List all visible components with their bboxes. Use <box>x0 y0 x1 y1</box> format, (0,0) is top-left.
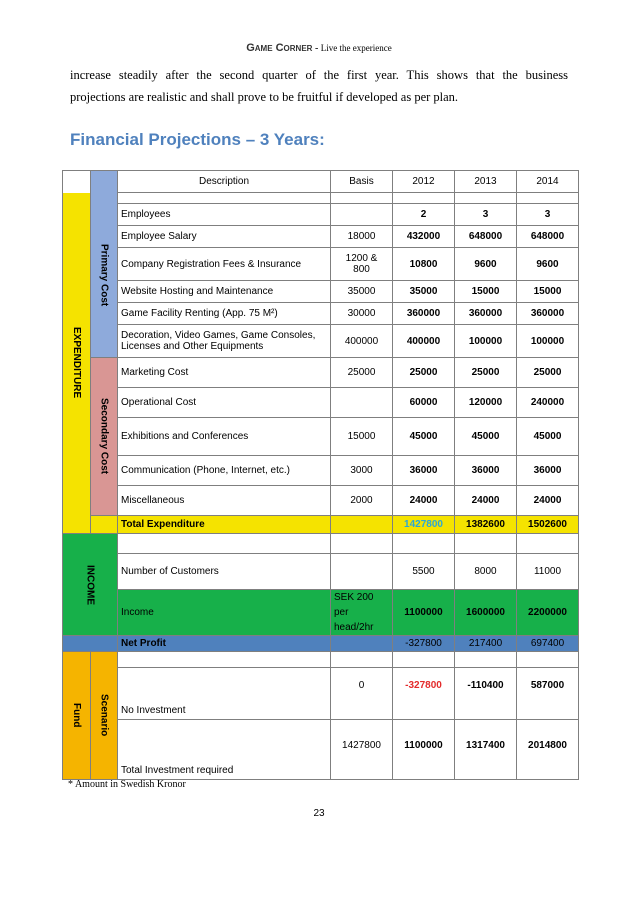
net-profit-row: Net Profit -327800 217400 697400 <box>63 636 579 652</box>
primary-cost-group-label: Primary Cost <box>91 193 118 358</box>
income-row: Income SEK 200 per head/2hr 1100000 1600000 2200000 <box>63 590 579 636</box>
col-header-2014: 2014 <box>517 171 579 193</box>
col-header-description: Description <box>118 171 331 193</box>
header-row <box>63 171 579 193</box>
no-investment-row: No Investment 0 -327800 -110400 587000 <box>63 668 579 720</box>
paragraph-line-2: projections are realistic and shall prove to be fruitful if developed as per plan. <box>70 90 459 104</box>
page-number: 23 <box>313 808 325 819</box>
table-row: Miscellaneous 2000 24000 24000 24000 <box>63 486 579 516</box>
spacer-row <box>63 534 579 554</box>
header-corner-sub <box>91 171 118 193</box>
table-row: Exhibitions and Conferences 15000 45000 45000 45000 <box>63 418 579 456</box>
scenario-label: Scenario <box>91 652 118 780</box>
header-corner-group <box>63 171 91 193</box>
table-row: Communication (Phone, Internet, etc.) 3000 36000 36000 36000 <box>63 456 579 486</box>
table-row: Operational Cost 60000 120000 240000 <box>63 388 579 418</box>
table-row: Secondary Cost Marketing Cost 25000 25000 25000 25000 <box>63 358 579 388</box>
section-title: Financial Projections – 3 Years: <box>70 130 325 149</box>
col-header-2013: 2013 <box>455 171 517 193</box>
header-separator: - <box>312 43 321 54</box>
expenditure-group-label: EXPENDITURE <box>63 193 91 534</box>
paragraph-line-1: increase steadily after the second quarter of the first year. This shows that the business <box>70 68 568 82</box>
running-header <box>0 42 638 54</box>
table-row: Employees 2 3 3 <box>63 204 579 226</box>
header-brand: Game Corner <box>246 42 313 54</box>
col-header-basis: Basis <box>331 171 393 193</box>
table-row: Website Hosting and Maintenance 35000 35000 15000 15000 <box>63 281 579 303</box>
spacer-row <box>63 652 579 668</box>
table-row: Decoration, Video Games, Game Consoles, Licenses and Other Equipments 400000 400000 100000 100000 <box>63 325 579 358</box>
secondary-cost-group-label: Secondary Cost <box>91 358 118 516</box>
total-expenditure-row: Total Expenditure 1427800 1382600 1502600 <box>63 516 579 534</box>
income-group-label: INCOME <box>63 534 118 636</box>
col-header-2012: 2012 <box>393 171 455 193</box>
customers-row: Number of Customers 5500 8000 11000 <box>63 554 579 590</box>
table-row: Company Registration Fees & Insurance 1200 & 800 10800 9600 9600 <box>63 248 579 281</box>
header-tagline: Live the experience <box>320 43 392 53</box>
fund-label: Fund <box>63 652 91 780</box>
footnote: * Amount in Swedish Kronor <box>68 779 186 790</box>
total-investment-row: Total Investment required 1427800 1100000 1317400 2014800 <box>63 720 579 780</box>
financial-projections-table <box>62 170 579 780</box>
spacer-row <box>63 193 579 204</box>
table-row: Employee Salary 18000 432000 648000 648000 <box>63 226 579 248</box>
table-row: Game Facility Renting (App. 75 M²) 30000 360000 360000 360000 <box>63 303 579 325</box>
